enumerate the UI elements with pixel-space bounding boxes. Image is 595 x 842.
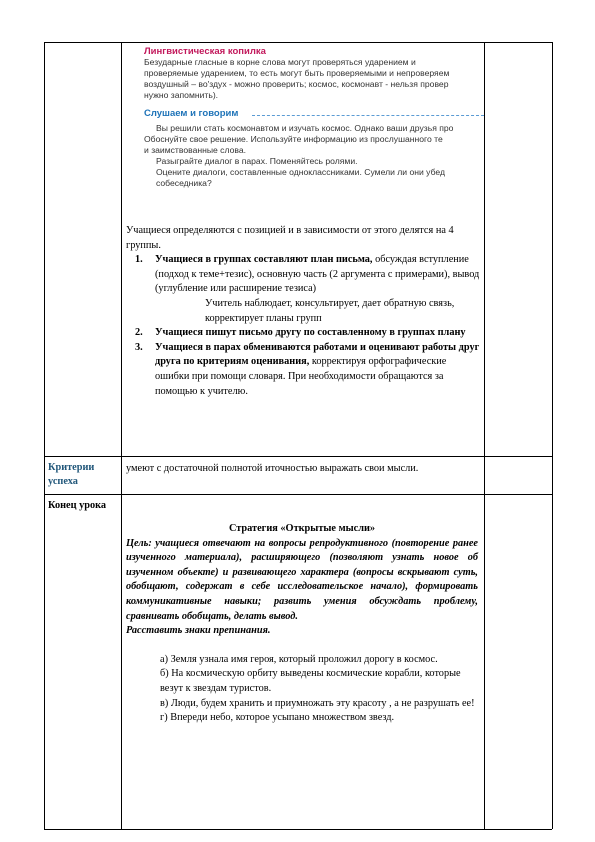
- list-item: [126, 341, 480, 399]
- end-label: Конец урока: [48, 500, 107, 511]
- table-border-left: [44, 42, 45, 829]
- list-item-text: обсуждая вступление (подход к теме+тезис), основную часть (2 аргумента с примерами), вывод (углубление или расширение тезиса): [155, 254, 480, 295]
- criteria-text: умеют с достаточной полнотой иточностью выражать свои мысли.: [126, 463, 419, 474]
- listen-line: и заимствованные слова.: [144, 145, 247, 155]
- listen-line: собеседника?: [156, 178, 212, 188]
- sentence-item: б) На космическую орбиту выведены космические корабли, которые везут к звездам туристов.: [160, 668, 461, 694]
- sentence-item: а) Земля узнала имя героя, который проложил дорогу в космос.: [160, 653, 438, 665]
- strategy-title: Стратегия «Открытые мысли»: [228, 523, 376, 534]
- kopilka-title: Лингвистическая копилка: [144, 46, 266, 57]
- listen-line: Оцените диалоги, составленные одноклассниками. Сумели ли они убед: [156, 167, 446, 177]
- textbook-excerpt: [132, 44, 484, 214]
- criteria-label: Критерии успеха: [48, 462, 95, 487]
- group-intro: Учащиеся определяются с позицией и в зависимости от этого делятся на 4 группы.: [126, 225, 454, 251]
- table-column-divider-2: [484, 42, 485, 829]
- teacher-note: Учитель наблюдает, консультирует, дает обратную связь, корректирует планы групп: [205, 297, 455, 324]
- listen-line: Вы решили стать космонавтом и изучать космос. Однако ваши друзья про: [156, 123, 454, 133]
- kopilka-line: Безударные гласные в корне слова могут проверяться ударением и: [144, 57, 416, 67]
- kopilka-line: воздушный – во'здух - можно проверить; космос, космонавт - нельзя провер: [144, 79, 449, 89]
- list-item: [126, 326, 480, 341]
- kopilka-line: нужно запомнить).: [144, 90, 219, 100]
- group-work-section: [126, 224, 480, 399]
- listen-title: Слушаем и говорим: [144, 108, 242, 119]
- sentence-item: в) Люди, будем хранить и приумножать эту красоту , а не разрушать ее!: [160, 697, 475, 709]
- list-item-bold: Учащиеся в группах составляют план письма,: [155, 254, 373, 266]
- table-border-right: [552, 42, 553, 829]
- row-divider-1: [44, 456, 552, 457]
- table-border-top: [44, 42, 552, 43]
- list-item-bold: Учащиеся пишут письмо другу по составленному в группах плану: [155, 327, 466, 339]
- list-item-bold: Учащиеся в парах обмениваются работами и оценивают работы друг друга по критериям оценивания,: [155, 341, 480, 368]
- list-item: [126, 253, 480, 326]
- table-column-divider-1: [121, 42, 122, 829]
- dashed-divider: [252, 115, 484, 116]
- listen-line: Разыграйте диалог в парах. Поменяйтесь ролями.: [156, 156, 358, 166]
- sentences-list: [126, 653, 478, 726]
- group-steps-list: [126, 253, 480, 399]
- list-number: 3.: [135, 341, 143, 353]
- sentence-item: г) Впереди небо, которое усыпано множеством звезд.: [160, 712, 395, 724]
- row-divider-2: [44, 494, 552, 495]
- goal-text: Цель: учащиеся отвечают на вопросы репродуктивного (повторение ранее изученного материала), расширяющего (позволяют узнать новое об изученном объекте) и развивающего характера (вопросы вскрывают суть, обобщают, содержат в себе исследовательское начало), формировать коммуникативные навыки; развить умения обсуждать проблему, сравнивать обобщать, делать вывод.: [126, 537, 478, 622]
- listen-line: Обоснуйте свое решение. Используйте информацию из прослушанного те: [144, 134, 443, 144]
- table-border-bottom: [44, 829, 552, 830]
- task-text: Расставить знаки препинания.: [126, 625, 271, 637]
- list-item-text: корректируя орфографические ошибки при помощи словаря. При необходимости обращаются за помощью к учителю.: [155, 356, 447, 397]
- end-content: [126, 522, 478, 726]
- kopilka-line: проверяемые ударением, то есть могут быть проверяемыми и непроверяем: [144, 68, 450, 78]
- list-number: 1.: [135, 254, 143, 266]
- list-number: 2.: [135, 327, 143, 339]
